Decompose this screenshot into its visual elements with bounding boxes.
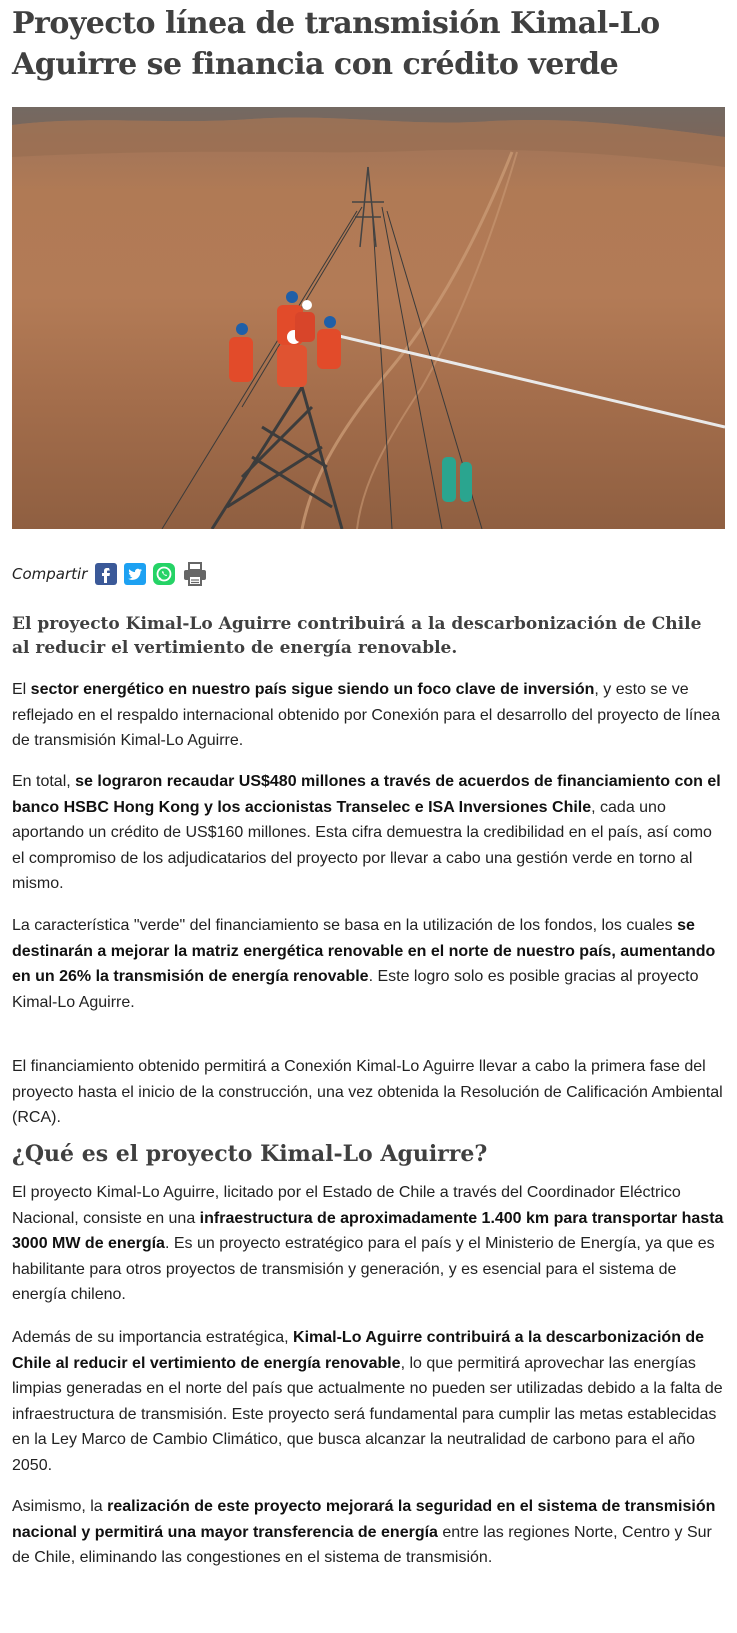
article-title: Proyecto línea de transmisión Kimal-Lo Aguirre se financia con crédito verde bbox=[12, 6, 660, 82]
text: entre las regiones Norte, Centro y Sur de Chile, eliminando las congestiones en el sistema de transmisión. bbox=[12, 1523, 712, 1566]
text: , cada uno aportando un crédito de US$160 millones. Esta cifra demuestra la credibilidad en el país, así como el compromiso de los adjudicatarios del proyecto por llevar a cabo una gestión verde en torno al mismo. bbox=[12, 798, 712, 892]
text: La característica "verde" del financiamiento se basa en la utilización de los fondos, los cuales bbox=[12, 917, 678, 934]
article bbox=[12, 0, 724, 1566]
text: El proyecto Kimal-Lo Aguirre, licitado por el Estado de Chile a través del Coordinador Eléctrico Nacional, consiste en una bbox=[12, 1184, 681, 1227]
whatsapp-icon[interactable] bbox=[153, 563, 175, 585]
section-heading: ¿Qué es el proyecto Kimal-Lo Aguirre? bbox=[12, 1141, 488, 1167]
facebook-icon[interactable] bbox=[95, 563, 117, 585]
bold-text: se destinarán a mejorar la matriz energética renovable en el norte de nuestro país, aumentando en un 26% la transmisión de energía renovable bbox=[12, 917, 716, 985]
text: El bbox=[12, 681, 31, 698]
bold-text: se lograron recaudar US$480 millones a través de acuerdos de financiamiento con el banco HSBC Hong Kong y los accionistas Transelec e ISA Inversiones Chile bbox=[12, 773, 721, 816]
bold-text: Kimal-Lo Aguirre contribuirá a la descarbonización de Chile al reducir el vertimiento de energía renovable bbox=[12, 1329, 705, 1372]
text: , lo que permitirá aprovechar las energías limpias generadas en el norte del país que actualmente no pueden ser utilizadas debido a la falta de infraestructura de transmisión. Este proyecto será fundamental para cumplir las metas establecidas en la Ley Marco de Cambio Climático, que busca alcanzar la neutralidad de carbono para el año 2050. bbox=[12, 1354, 723, 1474]
bold-text: realización de este proyecto mejorará la seguridad en el sistema de transmisión nacional y permitirá una mayor transferencia de energía bbox=[12, 1498, 716, 1541]
paragraph-3 bbox=[12, 913, 724, 1015]
text: Asimismo, la bbox=[12, 1498, 108, 1515]
hero-illustration bbox=[12, 107, 725, 529]
text: , y esto se ve reflejado en el respaldo internacional obtenido por Conexión para el desarrollo del proyecto de línea de transmisión Kimal-Lo Aguirre. bbox=[12, 681, 721, 749]
bold-text: sector energético en nuestro país sigue siendo un foco clave de inversión bbox=[30, 681, 595, 698]
paragraph-6 bbox=[12, 1325, 724, 1478]
paragraph-4: El financiamiento obtenido permitirá a Conexión Kimal-Lo Aguirre llevar a cabo la primera fase del proyecto hasta el inicio de la construcción, una vez obtenida la Resolución de Calificación Ambiental (RCA). bbox=[12, 1058, 723, 1126]
paragraph-2 bbox=[12, 769, 724, 897]
text: En total, bbox=[12, 773, 76, 790]
hero-image bbox=[12, 107, 725, 529]
text: . Este logro solo es posible gracias al proyecto Kimal-Lo Aguirre. bbox=[12, 968, 699, 1011]
text: . Es un proyecto estratégico para el país y el Ministerio de Energía, ya que es habilitante para otros proyectos de transmisión y generación, y es esencial para el sistema de energía chileno. bbox=[12, 1235, 715, 1303]
share-label: Compartir bbox=[12, 565, 88, 583]
paragraph-1 bbox=[12, 677, 724, 754]
share-bar bbox=[12, 561, 215, 587]
bold-text: infraestructura de aproximadamente 1.400 km para transportar hasta 3000 MW de energía bbox=[12, 1209, 724, 1252]
print-icon[interactable] bbox=[182, 563, 208, 585]
paragraph-7 bbox=[12, 1494, 724, 1571]
paragraph-5 bbox=[12, 1180, 724, 1308]
article-lead: El proyecto Kimal-Lo Aguirre contribuirá a la descarbonización de Chile al reducir el vertimiento de energía renovable. bbox=[12, 614, 702, 658]
twitter-icon[interactable] bbox=[124, 563, 146, 585]
text: Además de su importancia estratégica, bbox=[12, 1329, 294, 1346]
